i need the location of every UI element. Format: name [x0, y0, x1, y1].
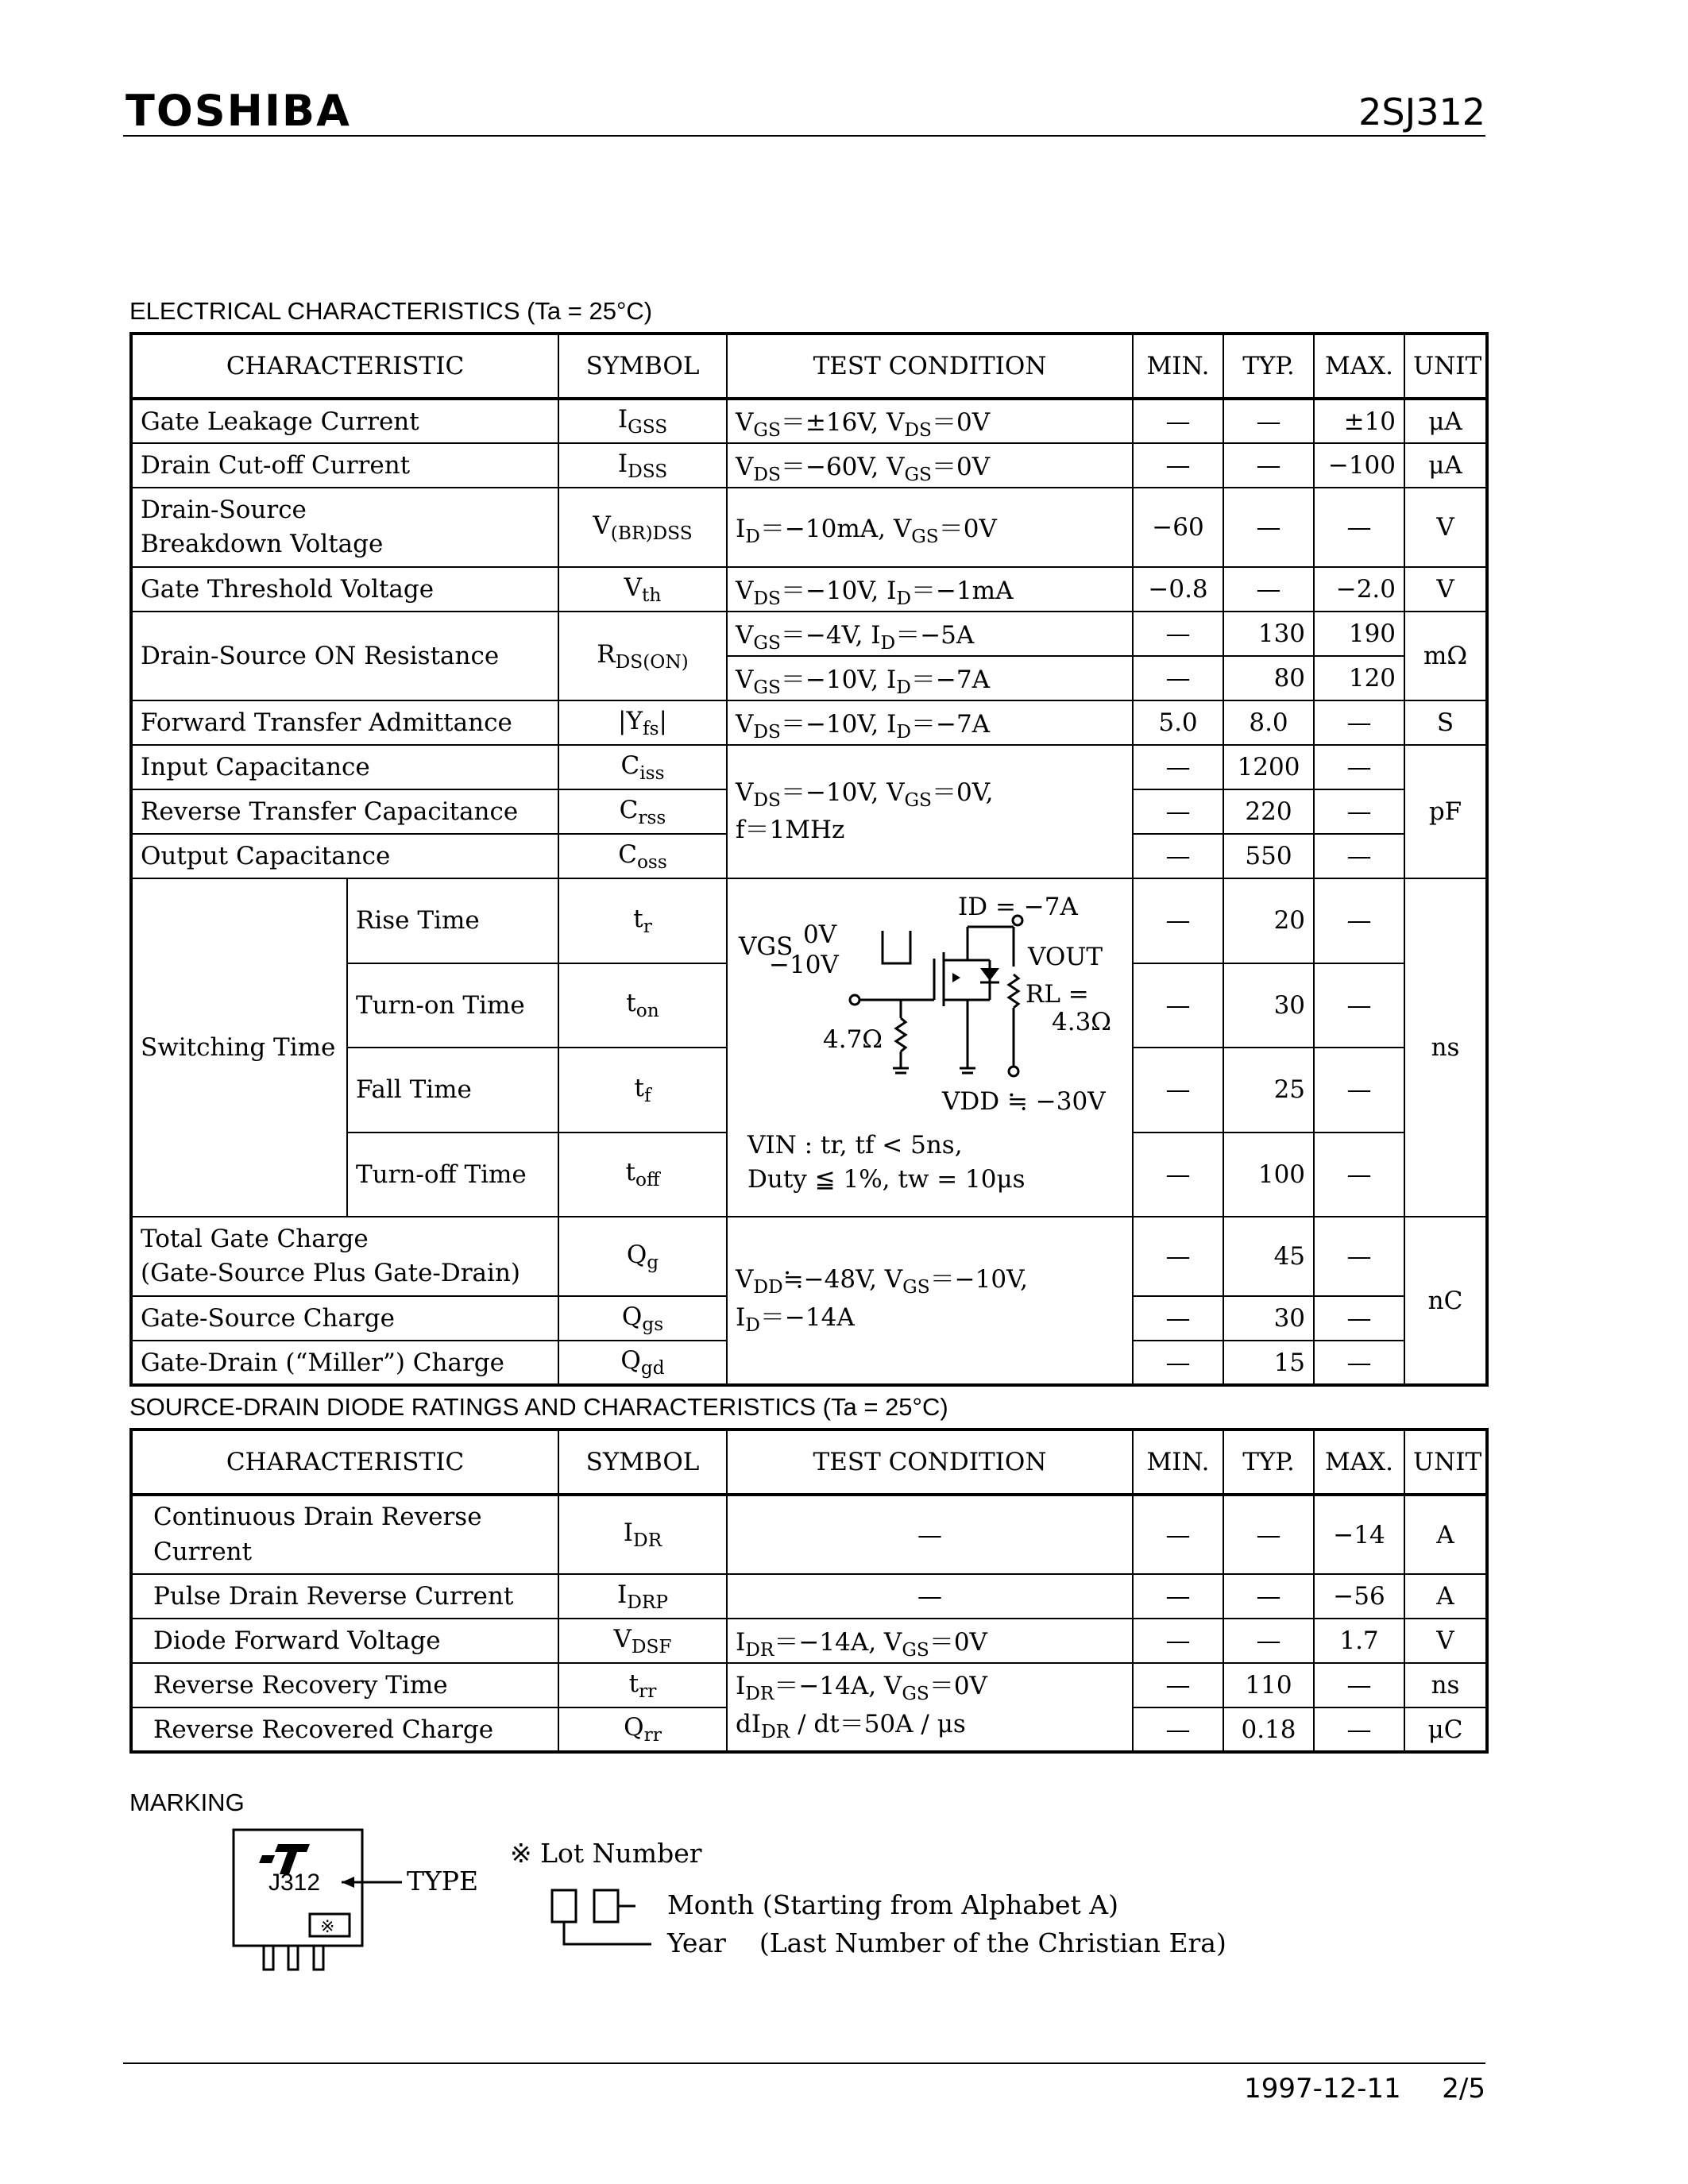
- typ: 130: [1223, 612, 1314, 656]
- min: —: [1133, 443, 1223, 488]
- typ: 80: [1223, 656, 1314, 700]
- diode-header-row: [131, 1430, 1487, 1495]
- min: −60: [1133, 488, 1223, 567]
- test-condition: $I_{DR}=-14A$, $V_{GS}=0V$ $dI_{DR} / dt=50A / \mu s$: [727, 1663, 1133, 1752]
- lot-digit-box-1: [552, 1890, 576, 1922]
- circuit-id-label: ID = −7A: [958, 893, 1078, 921]
- col-symbol: SYMBOL: [558, 1430, 727, 1495]
- lot-symbol: ※: [320, 1917, 335, 1937]
- max: −100: [1314, 443, 1404, 488]
- symbol: $V_{DSF}$: [558, 1619, 727, 1663]
- table-row: [131, 745, 1487, 789]
- typ: —: [1223, 1619, 1314, 1663]
- test-condition: $V_{DD}≒-48V$, $V_{GS}=-10V$, $I_D=-14A$: [727, 1217, 1133, 1385]
- typ: 8.0: [1223, 700, 1314, 745]
- footer-page: 2/5: [1442, 2073, 1485, 2105]
- max: 190: [1314, 612, 1404, 656]
- symbol: $Q_{gs}$: [558, 1296, 727, 1341]
- diode-symbol: [980, 968, 999, 981]
- col-characteristic: CHARACTERISTIC: [131, 334, 558, 399]
- min: —: [1133, 1341, 1223, 1385]
- test-condition: $I_{DR}=-14A$, $V_{GS}=0V$: [727, 1619, 1133, 1663]
- unit: V: [1404, 488, 1487, 567]
- unit: S: [1404, 700, 1487, 745]
- max: —: [1314, 745, 1404, 789]
- typ: 0.18: [1223, 1707, 1314, 1752]
- characteristic: Reverse Recovered Charge: [131, 1707, 558, 1752]
- typ: 45: [1223, 1217, 1314, 1296]
- max: —: [1314, 834, 1404, 878]
- max: —: [1314, 1707, 1404, 1752]
- max: —: [1314, 1217, 1404, 1296]
- unit: V: [1404, 567, 1487, 612]
- test-condition: $V_{DS}=-10V$, $I_D=-1mA$: [727, 567, 1133, 612]
- min: —: [1133, 1296, 1223, 1341]
- symbol: $Q_{rr}$: [558, 1707, 727, 1752]
- vdd-terminal: [1009, 1067, 1018, 1076]
- max: −56: [1314, 1574, 1404, 1619]
- symbol: $|Y_{fs}|$: [558, 700, 727, 745]
- typ: 15: [1223, 1341, 1314, 1385]
- characteristic: Gate Threshold Voltage: [131, 567, 558, 612]
- typ: —: [1223, 1495, 1314, 1574]
- min: −0.8: [1133, 567, 1223, 612]
- package-leads: [264, 1946, 323, 1970]
- symbol: $R_{DS(ON)}$: [558, 612, 727, 700]
- min: —: [1133, 656, 1223, 700]
- table-row: [131, 567, 1487, 612]
- typ: —: [1223, 1574, 1314, 1619]
- test-condition: $V_{GS}=\pm 16V$, $V_{DS}=0V$: [727, 399, 1133, 443]
- col-typ: TYP.: [1223, 1430, 1314, 1495]
- part-number: 2SJ312: [1358, 91, 1485, 133]
- pulse-waveform: [883, 931, 910, 963]
- typ: 25: [1223, 1048, 1314, 1133]
- characteristic: Gate-Drain (“Miller”) Charge: [131, 1341, 558, 1385]
- symbol: $t_{rr}$: [558, 1663, 727, 1707]
- max: —: [1314, 1663, 1404, 1707]
- max: −2.0: [1314, 567, 1404, 612]
- max: —: [1314, 1048, 1404, 1133]
- test-condition: —: [727, 1495, 1133, 1574]
- switching-circuit-diagram: [728, 879, 1133, 1216]
- characteristic: Gate-Source Charge: [131, 1296, 558, 1341]
- max: ±10: [1314, 399, 1404, 443]
- typ: —: [1223, 567, 1314, 612]
- symbol: $I_{DSS}$: [558, 443, 727, 488]
- typ: 30: [1223, 963, 1314, 1048]
- symbol: $t_f$: [558, 1048, 727, 1133]
- table-row: [131, 1574, 1487, 1619]
- month-label: Month (Starting from Alphabet A): [667, 1889, 1118, 1920]
- characteristic: Output Capacitance: [131, 834, 558, 878]
- min: —: [1133, 399, 1223, 443]
- test-condition: $V_{DS}=-60V$, $V_{GS}=0V$: [727, 443, 1133, 488]
- min: —: [1133, 1217, 1223, 1296]
- max: —: [1314, 1296, 1404, 1341]
- min: —: [1133, 1133, 1223, 1217]
- unit: μA: [1404, 443, 1487, 488]
- max: —: [1314, 488, 1404, 567]
- col-characteristic: CHARACTERISTIC: [131, 1430, 558, 1495]
- unit: V: [1404, 1619, 1487, 1663]
- circuit-10v-label: −10V: [769, 951, 839, 979]
- table-row: [131, 700, 1487, 745]
- symbol: $I_{DR}$: [558, 1495, 727, 1574]
- col-min: MIN.: [1133, 1430, 1223, 1495]
- symbol: $I_{GSS}$: [558, 399, 727, 443]
- unit: A: [1404, 1495, 1487, 1574]
- table-row: [131, 488, 1487, 567]
- characteristic: Forward Transfer Admittance: [131, 700, 558, 745]
- symbol: $V_{th}$: [558, 567, 727, 612]
- sub-characteristic: Fall Time: [347, 1048, 558, 1133]
- marking-diagram: [230, 1827, 1263, 1985]
- min: —: [1133, 1574, 1223, 1619]
- test-condition: $V_{GS}=-10V$, $I_D=-7A$: [727, 656, 1133, 700]
- max: —: [1314, 963, 1404, 1048]
- table-row: [131, 1495, 1487, 1574]
- elec-table: [129, 332, 1489, 1387]
- brand-logo-text: TOSHIBA: [126, 86, 351, 136]
- sub-characteristic: Turn-on Time: [347, 963, 558, 1048]
- table-row: [131, 1619, 1487, 1663]
- symbol: $t_r$: [558, 878, 727, 963]
- footer-date: 1997-12-11: [1244, 2073, 1401, 2105]
- symbol: $t_{off}$: [558, 1133, 727, 1217]
- symbol: $C_{oss}$: [558, 834, 727, 878]
- table-row: [131, 1663, 1487, 1707]
- min: —: [1133, 745, 1223, 789]
- min: —: [1133, 878, 1223, 963]
- unit: A: [1404, 1574, 1487, 1619]
- circuit-rl-label: RL =: [1026, 980, 1089, 1009]
- table-row: [131, 612, 1487, 656]
- test-condition: $V_{GS}=-4V$, $I_D=-5A$: [727, 612, 1133, 656]
- typ: —: [1223, 399, 1314, 443]
- table-row: [131, 399, 1487, 443]
- min: —: [1133, 1619, 1223, 1663]
- min: —: [1133, 1707, 1223, 1752]
- circuit-note-1: VIN : tr, tf < 5ns,: [747, 1131, 963, 1160]
- typ: 20: [1223, 878, 1314, 963]
- min: —: [1133, 789, 1223, 834]
- gate-resistor: [896, 1018, 906, 1051]
- arrow-icon: [342, 1877, 354, 1888]
- max: −14: [1314, 1495, 1404, 1574]
- table-row: [131, 1217, 1487, 1296]
- characteristic: Switching Time: [131, 878, 347, 1217]
- min: —: [1133, 1495, 1223, 1574]
- max: —: [1314, 1133, 1404, 1217]
- symbol: $I_{DRP}$: [558, 1574, 727, 1619]
- characteristic: Pulse Drain Reverse Current: [131, 1574, 558, 1619]
- unit: ns: [1404, 878, 1487, 1217]
- unit: ns: [1404, 1663, 1487, 1707]
- circuit-rl-value: 4.3Ω: [1052, 1008, 1112, 1036]
- col-unit: UNIT: [1404, 1430, 1487, 1495]
- typ: 1200: [1223, 745, 1314, 789]
- symbol: $C_{rss}$: [558, 789, 727, 834]
- max: —: [1314, 789, 1404, 834]
- min: —: [1133, 1663, 1223, 1707]
- symbol: $t_{on}$: [558, 963, 727, 1048]
- circuit-rg-value: 4.7Ω: [823, 1025, 883, 1054]
- sub-characteristic: Turn-off Time: [347, 1133, 558, 1217]
- min: 5.0: [1133, 700, 1223, 745]
- col-max: MAX.: [1314, 1430, 1404, 1495]
- unit: μC: [1404, 1707, 1487, 1752]
- diode-section-title: SOURCE-DRAIN DIODE RATINGS AND CHARACTERISTICS (Ta = 25°C): [129, 1393, 948, 1421]
- characteristic: Total Gate Charge (Gate-Source Plus Gate-Drain): [131, 1217, 558, 1296]
- circuit-note-2: Duty ≦ 1%, tw = 10μs: [747, 1165, 1026, 1194]
- circuit-vgs-label: VGS: [739, 932, 794, 961]
- lot-digit-box-2: [594, 1890, 618, 1922]
- col-typ: TYP.: [1223, 334, 1314, 399]
- characteristic: Reverse Recovery Time: [131, 1663, 558, 1707]
- test-condition: $V_{DS}=-10V$, $I_D=-7A$: [727, 700, 1133, 745]
- unit: pF: [1404, 745, 1487, 878]
- col-symbol: SYMBOL: [558, 334, 727, 399]
- max: 1.7: [1314, 1619, 1404, 1663]
- switching-test-circuit: [727, 878, 1133, 1217]
- max: —: [1314, 1341, 1404, 1385]
- footer-rule: [123, 2062, 1485, 2064]
- col-min: MIN.: [1133, 334, 1223, 399]
- characteristic: Reverse Transfer Capacitance: [131, 789, 558, 834]
- unit: mΩ: [1404, 612, 1487, 700]
- input-terminal: [850, 995, 859, 1005]
- elec-section-title: ELECTRICAL CHARACTERISTICS (Ta = 25°C): [129, 297, 653, 325]
- col-unit: UNIT: [1404, 334, 1487, 399]
- symbol: $Q_{gd}$: [558, 1341, 727, 1385]
- header-rule: [123, 135, 1485, 137]
- unit: nC: [1404, 1217, 1487, 1385]
- typ: 110: [1223, 1663, 1314, 1707]
- symbol: $V_{(BR)DSS}$: [558, 488, 727, 567]
- min: —: [1133, 834, 1223, 878]
- characteristic: Input Capacitance: [131, 745, 558, 789]
- characteristic: Drain-Source Breakdown Voltage: [131, 488, 558, 567]
- lot-number-label: ※ Lot Number: [510, 1838, 702, 1869]
- test-condition: $I_D=-10mA$, $V_{GS}=0V$: [727, 488, 1133, 567]
- characteristic: Diode Forward Voltage: [131, 1619, 558, 1663]
- min: —: [1133, 1048, 1223, 1133]
- circuit-0v-label: 0V: [803, 920, 837, 949]
- characteristic: Drain Cut-off Current: [131, 443, 558, 488]
- year-label: Year (Last Number of the Christian Era): [667, 1927, 1226, 1958]
- load-resistor: [1009, 974, 1018, 1008]
- diode-table: [129, 1428, 1489, 1754]
- characteristic: Continuous Drain Reverse Current: [131, 1495, 558, 1574]
- table-row: [131, 443, 1487, 488]
- characteristic: Drain-Source ON Resistance: [131, 612, 558, 700]
- typ: 550: [1223, 834, 1314, 878]
- characteristic: Gate Leakage Current: [131, 399, 558, 443]
- symbol: $Q_g$: [558, 1217, 727, 1296]
- sub-characteristic: Rise Time: [347, 878, 558, 963]
- col-test-condition: TEST CONDITION: [727, 334, 1133, 399]
- col-max: MAX.: [1314, 334, 1404, 399]
- table-row: [131, 878, 1487, 963]
- min: —: [1133, 963, 1223, 1048]
- test-condition: —: [727, 1574, 1133, 1619]
- unit: μA: [1404, 399, 1487, 443]
- circuit-vdd-label: VDD ≒ −30V: [942, 1087, 1106, 1116]
- typ: 220: [1223, 789, 1314, 834]
- test-condition: $V_{DS}=-10V$, $V_{GS}=0V$, f＝1MHz: [727, 745, 1133, 878]
- col-test-condition: TEST CONDITION: [727, 1430, 1133, 1495]
- typ: —: [1223, 443, 1314, 488]
- footer: [1244, 2073, 1485, 2105]
- elec-header-row: [131, 334, 1487, 399]
- max: —: [1314, 700, 1404, 745]
- min: —: [1133, 612, 1223, 656]
- arrow-symbol: [952, 973, 960, 982]
- symbol: $C_{iss}$: [558, 745, 727, 789]
- circuit-vout-label: VOUT: [1028, 943, 1103, 971]
- typ: —: [1223, 488, 1314, 567]
- max: —: [1314, 878, 1404, 963]
- max: 120: [1314, 656, 1404, 700]
- type-label: TYPE: [407, 1866, 479, 1897]
- marking-title: MARKING: [129, 1788, 245, 1816]
- typ: 30: [1223, 1296, 1314, 1341]
- type-code: J312: [268, 1870, 321, 1896]
- typ: 100: [1223, 1133, 1314, 1217]
